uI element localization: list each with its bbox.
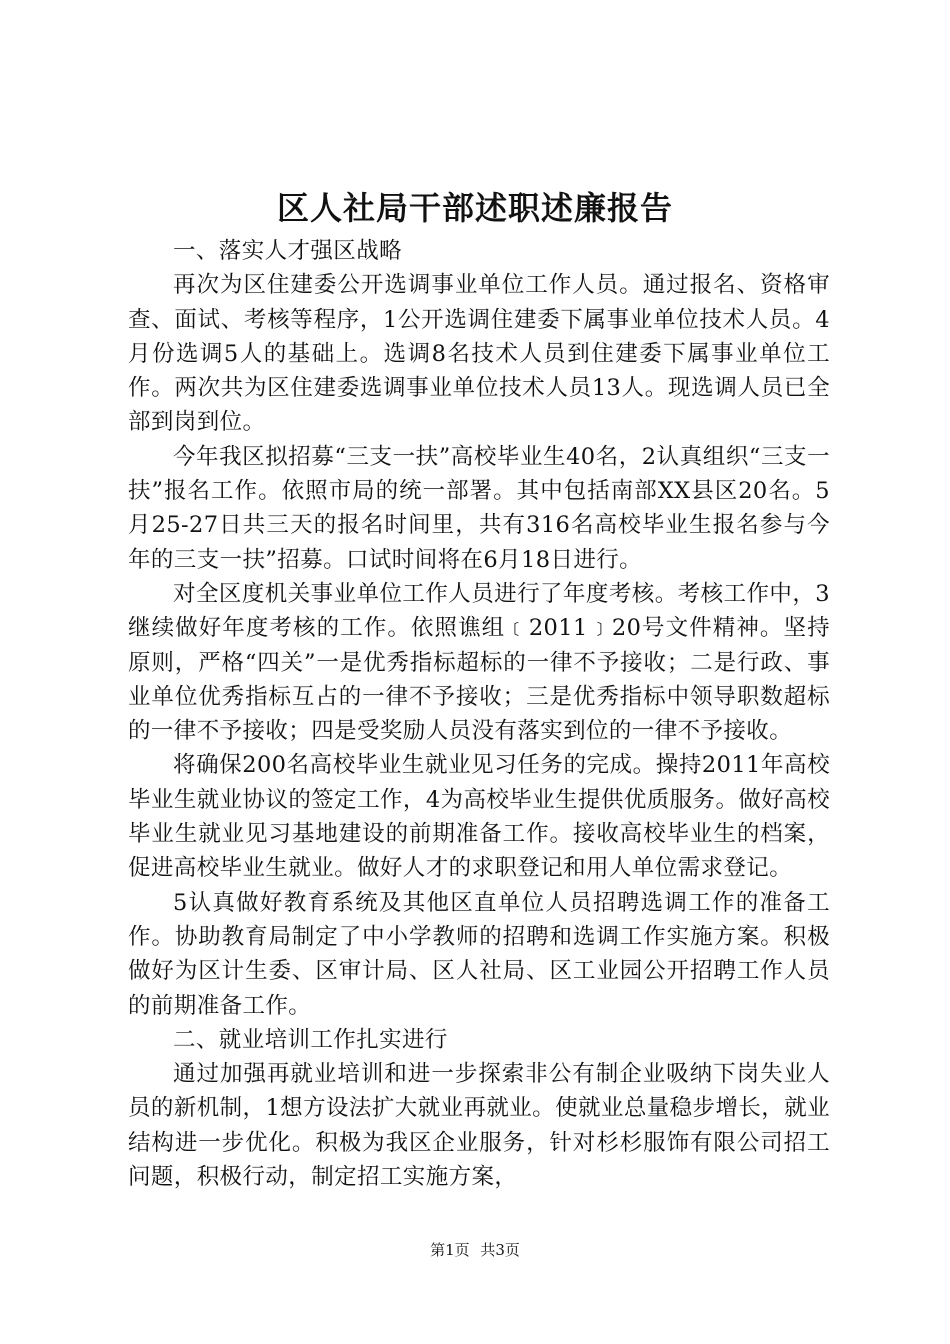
- section-heading: 二、就业培训工作扎实进行: [173, 1026, 448, 1053]
- body-paragraph: 对全区度机关事业单位工作人员进行了年度考核。考核工作中，3继续做好年度考核的工作。依照谯组﹝2011﹞20号文件精神。坚持原则，严格“四关”一是优秀指标超标的一律不予接收；二是行政、事业单位优秀指标互占的一律不予接收；三是优秀指标中领导职数超标的一律不予接收；四是受奖励人员没有落实到位的一律不予接收。: [128, 580, 830, 745]
- document-body: [128, 234, 830, 1194]
- document-title: 区人社局干部述职述廉报告: [276, 189, 673, 227]
- page-number: 第1页: [430, 1241, 470, 1259]
- body-paragraph: 通过加强再就业培训和进一步探索非公有制企业吸纳下岗失业人员的新机制，1想方设法扩大就业再就业。使就业总量稳步增长，就业结构进一步优化。积极为我区企业服务，针对杉杉服饰有限公司招工问题，积极行动，制定招工实施方案，: [128, 1061, 830, 1191]
- section-heading: 一、落实人才强区战略: [173, 238, 403, 264]
- body-paragraph: 5认真做好教育系统及其他区直单位人员招聘选调工作的准备工作。协助教育局制定了中小学教师的招聘和选调工作实施方案。积极做好为区计生委、区审计局、区人社局、区工业园公开招聘工作人员的前期准备工作。: [128, 889, 830, 1019]
- page-footer: [0, 1240, 950, 1260]
- body-paragraph: 再次为区住建委公开选调事业单位工作人员。通过报名、资格审查、面试、考核等程序，1公开选调住建委下属事业单位技术人员。4月份选调5人的基础上。选调8名技术人员到住建委下属事业单位工作。两次共为区住建委选调事业单位技术人员13人。现选调人员已全部到岗到位。: [128, 272, 830, 436]
- page-total: 共3页: [480, 1241, 520, 1259]
- body-paragraph: 今年我区拟招募“三支一扶”高校毕业生40名，2认真组织“三支一扶”报名工作。依照市局的统一部署。其中包括南部XX县区20名。5月25-27日共三天的报名时间里，共有316名高校毕业生报名参与今年的三支一扶”招募。口试时间将在6月18日进行。: [128, 443, 830, 573]
- body-paragraph: 将确保200名高校毕业生就业见习任务的完成。操持2011年高校毕业生就业协议的签定工作，4为高校毕业生提供优质服务。做好高校毕业生就业见习基地建设的前期准备工作。接收高校毕业生的档案，促进高校毕业生就业。做好人才的求职登记和用人单位需求登记。: [128, 752, 830, 882]
